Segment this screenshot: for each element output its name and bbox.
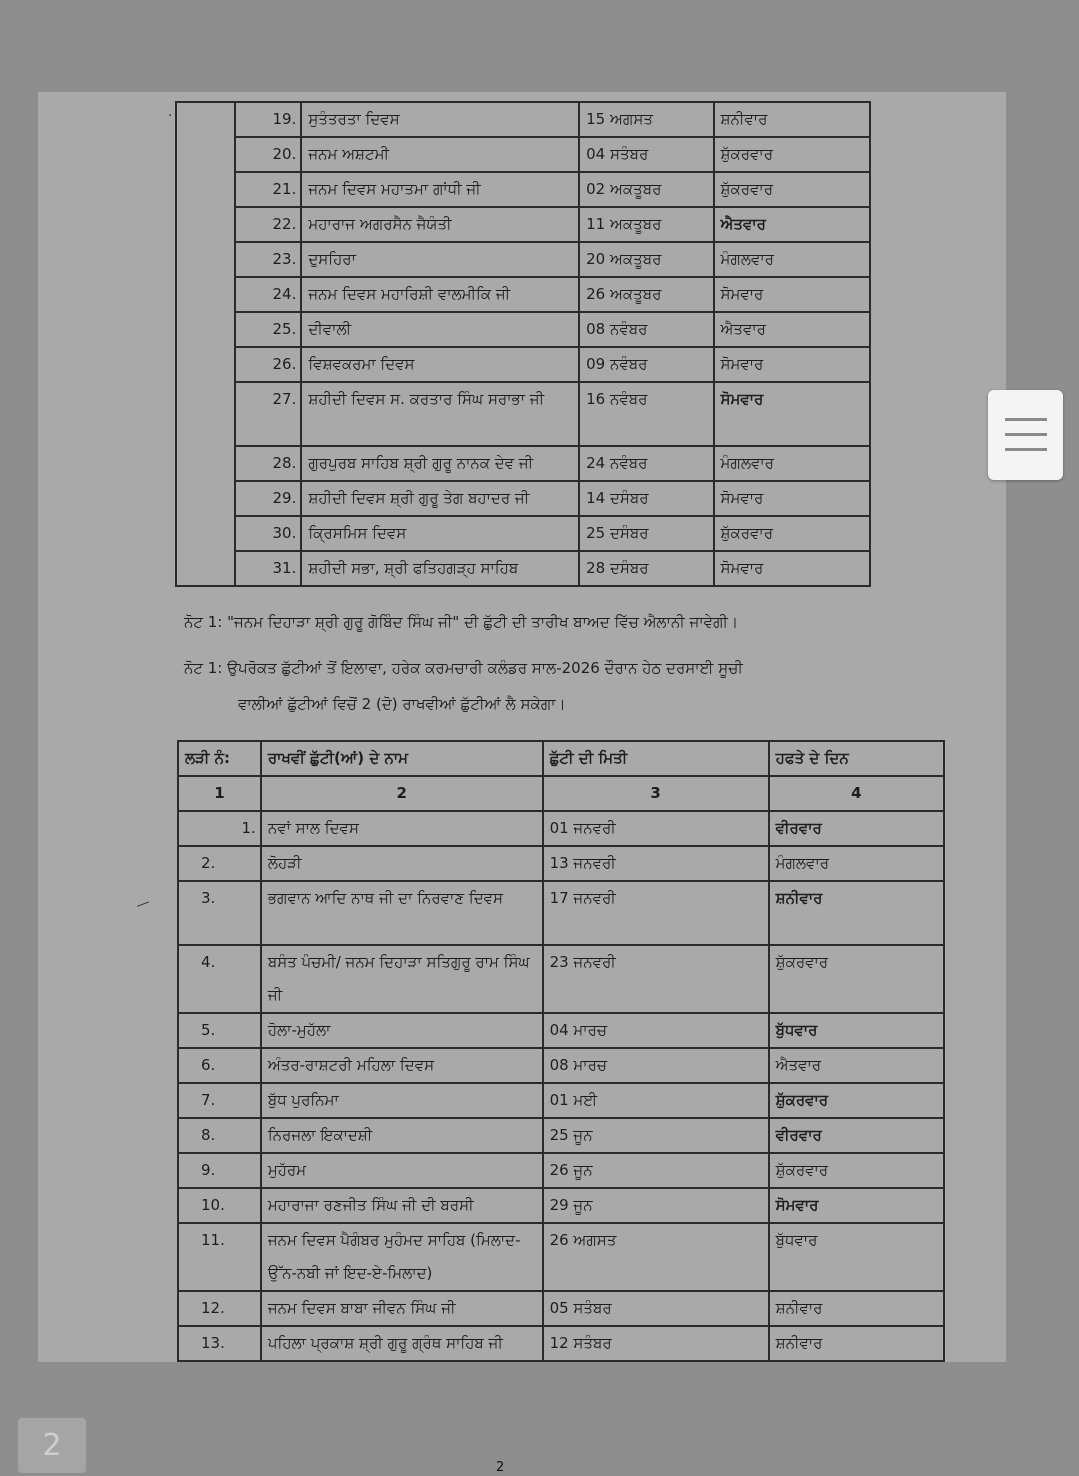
holiday-name: ਅੰਤਰ-ਰਾਸ਼ਟਰੀ ਮਹਿਲਾ ਦਿਵਸ <box>261 1048 543 1083</box>
holiday-date: 26 ਅਗਸਤ <box>543 1223 769 1291</box>
holiday-day: ਵੀਰਵਾਰ <box>769 811 944 846</box>
column-number: 2 <box>261 776 543 811</box>
holiday-date: 25 ਦਸੰਬਰ <box>579 516 713 551</box>
holiday-name: ਬਸੰਤ ਪੰਚਮੀ/ ਜਨਮ ਦਿਹਾੜਾ ਸਤਿਗੁਰੂ ਰਾਮ ਸਿੰਘ ਜੀ <box>261 945 543 1013</box>
serial-number: 3. <box>178 881 261 945</box>
holiday-name: ਸ਼ਹੀਦੀ ਸਭਾ, ਸ਼੍ਰੀ ਫਤਿਹਗੜ੍ਹ ਸਾਹਿਬ <box>301 551 579 586</box>
holiday-name: ਦੀਵਾਲੀ <box>301 312 579 347</box>
holiday-date: 16 ਨਵੰਬਰ <box>579 382 713 446</box>
table-row <box>176 172 870 207</box>
table-row <box>176 312 870 347</box>
holiday-name: ਜਨਮ ਦਿਵਸ ਮਹਾਤਮਾ ਗਾਂਧੀ ਜੀ <box>301 172 579 207</box>
serial-number: 28. <box>235 446 301 481</box>
holiday-date: 17 ਜਨਵਰੀ <box>543 881 769 945</box>
menu-icon <box>1005 448 1047 451</box>
table-row <box>178 1118 944 1153</box>
holiday-date: 04 ਸਤੰਬਰ <box>579 137 713 172</box>
holiday-date: 04 ਮਾਰਚ <box>543 1013 769 1048</box>
column-number: 3 <box>543 776 769 811</box>
table-row <box>176 137 870 172</box>
menu-icon <box>1005 418 1047 421</box>
table-row <box>178 1223 944 1291</box>
table-row <box>178 811 944 846</box>
holiday-day: ਸੋਮਵਾਰ <box>714 277 870 312</box>
table-row <box>178 1083 944 1118</box>
holiday-date: 02 ਅਕਤੂਬਰ <box>579 172 713 207</box>
column-header: ਲੜੀ ਨੰ: <box>178 741 261 776</box>
note-2-line-1: ਨੋਟ 1: ਉਪਰੋਕਤ ਛੁੱਟੀਆਂ ਤੋਂ ਇਲਾਵਾ, ਹਰੇਕ ਕਰਮਚਾਰੀ ਕਲੰਡਰ ਸਾਲ-2026 ਦੌਰਾਨ ਹੇਠ ਦਰਸਾਈ ਸੂਚੀ <box>184 659 743 677</box>
serial-number: 21. <box>235 172 301 207</box>
holiday-name: ਗੁਰਪੁਰਬ ਸਾਹਿਬ ਸ਼੍ਰੀ ਗੁਰੂ ਨਾਨਕ ਦੇਵ ਜੀ <box>301 446 579 481</box>
serial-number: 27. <box>235 382 301 446</box>
holiday-day: ਬੁੱਧਵਾਰ <box>769 1013 944 1048</box>
holiday-day: ਮੰਗਲਵਾਰ <box>714 446 870 481</box>
holiday-day: ਐਤਵਾਰ <box>714 312 870 347</box>
holiday-name: ਮੁਹੱਰਮ <box>261 1153 543 1188</box>
holiday-day: ਸ਼ੁੱਕਰਵਾਰ <box>769 945 944 1013</box>
holiday-day: ਸ਼ਨੀਵਾਰ <box>769 881 944 945</box>
holiday-date: 15 ਅਗਸਤ <box>579 102 713 137</box>
holiday-day: ਸ਼ੁੱਕਰਵਾਰ <box>714 172 870 207</box>
holiday-date: 28 ਦਸੰਬਰ <box>579 551 713 586</box>
serial-number: 11. <box>178 1223 261 1291</box>
holiday-date: 26 ਅਕਤੂਬਰ <box>579 277 713 312</box>
holiday-day: ਸ਼ੁੱਕਰਵਾਰ <box>769 1153 944 1188</box>
note-2-line-2: ਵਾਲੀਆਂ ਛੁੱਟੀਆਂ ਵਿਚੋਂ 2 (ਦੋ) ਰਾਖਵੀਆਂ ਛੁੱਟੀਆਂ ਲੈ ਸਕੇਗਾ। <box>238 695 566 713</box>
table-row <box>178 1326 944 1361</box>
column-number-row <box>178 776 944 811</box>
holiday-day: ਬੁੱਧਵਾਰ <box>769 1223 944 1291</box>
holiday-name: ਹੋਲਾ-ਮੁਹੱਲਾ <box>261 1013 543 1048</box>
holiday-name: ਜਨਮ ਦਿਵਸ ਬਾਬਾ ਜੀਵਨ ਸਿੰਘ ਜੀ <box>261 1291 543 1326</box>
serial-number: 26. <box>235 347 301 382</box>
serial-number: 30. <box>235 516 301 551</box>
serial-number: 19. <box>235 102 301 137</box>
holiday-name: ਦੁਸਹਿਰਾ <box>301 242 579 277</box>
holiday-name: ਮਹਾਰਾਜ ਅਗਰਸੈਨ ਜੈਯੰਤੀ <box>301 207 579 242</box>
holiday-date: 24 ਨਵੰਬਰ <box>579 446 713 481</box>
holiday-name: ਜਨਮ ਦਿਵਸ ਮਹਾਰਿਸ਼ੀ ਵਾਲਮੀਕਿ ਜੀ <box>301 277 579 312</box>
holiday-date: 13 ਜਨਵਰੀ <box>543 846 769 881</box>
table-row <box>176 481 870 516</box>
holiday-name: ਸ਼ਹੀਦੀ ਦਿਵਸ ਸ਼੍ਰੀ ਗੁਰੂ ਤੇਗ ਬਹਾਦਰ ਜੀ <box>301 481 579 516</box>
holiday-name: ਵਿਸ਼ਵਕਰਮਾ ਦਿਵਸ <box>301 347 579 382</box>
holiday-name: ਸੁਤੰਤਰਤਾ ਦਿਵਸ <box>301 102 579 137</box>
holiday-day: ਸ਼ੁੱਕਰਵਾਰ <box>769 1083 944 1118</box>
holiday-day: ਵੀਰਵਾਰ <box>769 1118 944 1153</box>
serial-number: 7. <box>178 1083 261 1118</box>
serial-number: 24. <box>235 277 301 312</box>
holiday-day: ਸੋਮਵਾਰ <box>714 382 870 446</box>
holiday-day: ਸ਼ੁੱਕਰਵਾਰ <box>714 137 870 172</box>
holiday-date: 12 ਸਤੰਬਰ <box>543 1326 769 1361</box>
holiday-date: 01 ਜਨਵਰੀ <box>543 811 769 846</box>
holiday-name: ਸ਼ਹੀਦੀ ਦਿਵਸ ਸ. ਕਰਤਾਰ ਸਿੰਘ ਸਰਾਭਾ ਜੀ <box>301 382 579 446</box>
holiday-name: ਲੋਹੜੀ <box>261 846 543 881</box>
holiday-date: 09 ਨਵੰਬਰ <box>579 347 713 382</box>
table-row <box>176 347 870 382</box>
holiday-name: ਜਨਮ ਅਸ਼ਟਮੀ <box>301 137 579 172</box>
table-row <box>176 242 870 277</box>
holiday-name: ਭਗਵਾਨ ਆਦਿ ਨਾਥ ਜੀ ਦਾ ਨਿਰਵਾਣ ਦਿਵਸ <box>261 881 543 945</box>
serial-number: 22. <box>235 207 301 242</box>
holiday-date: 14 ਦਸੰਬਰ <box>579 481 713 516</box>
table-row <box>178 846 944 881</box>
holiday-date: 01 ਮਈ <box>543 1083 769 1118</box>
column-header: ਹਫਤੇ ਦੇ ਦਿਨ <box>769 741 944 776</box>
serial-number: 2. <box>178 846 261 881</box>
holiday-name: ਨਵਾਂ ਸਾਲ ਦਿਵਸ <box>261 811 543 846</box>
column-header: ਰਾਖਵੀਂ ਛੁੱਟੀ(ਆਂ) ਦੇ ਨਾਮ <box>261 741 543 776</box>
serial-number: 31. <box>235 551 301 586</box>
holiday-day: ਐਤਵਾਰ <box>769 1048 944 1083</box>
serial-number: 23. <box>235 242 301 277</box>
scan-mark: · <box>168 108 173 124</box>
restricted-holidays-table <box>177 740 945 1362</box>
holiday-day: ਸ਼ਨੀਵਾਰ <box>769 1326 944 1361</box>
serial-number: 5. <box>178 1013 261 1048</box>
page-number: 2 <box>496 1460 505 1475</box>
serial-number: 12. <box>178 1291 261 1326</box>
holiday-date: 20 ਅਕਤੂਬਰ <box>579 242 713 277</box>
tick-mark: — <box>133 894 153 914</box>
table-row <box>178 881 944 945</box>
page-indicator-badge[interactable]: 2 <box>18 1418 86 1473</box>
serial-number: 9. <box>178 1153 261 1188</box>
table-row <box>178 1013 944 1048</box>
holiday-date: 25 ਜੂਨ <box>543 1118 769 1153</box>
holidays-table <box>175 101 871 587</box>
table-row <box>178 1291 944 1326</box>
holiday-day: ਸੋਮਵਾਰ <box>714 551 870 586</box>
holiday-day: ਐਤਵਾਰ <box>714 207 870 242</box>
holiday-day: ਮੰਗਲਵਾਰ <box>769 846 944 881</box>
table-row <box>176 277 870 312</box>
serial-number: 6. <box>178 1048 261 1083</box>
holiday-day: ਸੋਮਵਾਰ <box>714 481 870 516</box>
blank-cell <box>176 102 235 586</box>
holiday-name: ਕ੍ਰਿਸਮਿਸ ਦਿਵਸ <box>301 516 579 551</box>
serial-number: 4. <box>178 945 261 1013</box>
table-row <box>176 102 870 137</box>
holiday-name: ਪਹਿਲਾ ਪ੍ਰਕਾਸ਼ ਸ਼੍ਰੀ ਗੁਰੂ ਗ੍ਰੰਥ ਸਾਹਿਬ ਜੀ <box>261 1326 543 1361</box>
note-1: ਨੋਟ 1: "ਜਨਮ ਦਿਹਾੜਾ ਸ਼੍ਰੀ ਗੁਰੂ ਗੋਬਿੰਦ ਸਿੰਘ ਜੀ" ਦੀ ਛੁੱਟੀ ਦੀ ਤਾਰੀਖ ਬਾਅਦ ਵਿੱਚ ਐਲਾਨੀ ਜਾਵੇਗੀ। <box>184 613 739 631</box>
holiday-date: 26 ਜੂਨ <box>543 1153 769 1188</box>
column-header: ਛੁੱਟੀ ਦੀ ਮਿਤੀ <box>543 741 769 776</box>
holiday-date: 05 ਸਤੰਬਰ <box>543 1291 769 1326</box>
serial-number: 20. <box>235 137 301 172</box>
table-row <box>176 382 870 446</box>
table-row <box>178 1153 944 1188</box>
holiday-date: 08 ਨਵੰਬਰ <box>579 312 713 347</box>
holiday-day: ਸ਼ਨੀਵਾਰ <box>769 1291 944 1326</box>
table-row <box>178 1048 944 1083</box>
column-number: 4 <box>769 776 944 811</box>
table-row <box>176 207 870 242</box>
holiday-day: ਮੰਗਲਵਾਰ <box>714 242 870 277</box>
menu-icon <box>1005 433 1047 436</box>
table-row <box>178 1188 944 1223</box>
holiday-day: ਸੋਮਵਾਰ <box>769 1188 944 1223</box>
serial-number: 8. <box>178 1118 261 1153</box>
header-row <box>178 741 944 776</box>
holiday-date: 08 ਮਾਰਚ <box>543 1048 769 1083</box>
table-row <box>176 446 870 481</box>
holiday-day: ਸੋਮਵਾਰ <box>714 347 870 382</box>
holiday-day: ਸ਼ੁੱਕਰਵਾਰ <box>714 516 870 551</box>
menu-button[interactable] <box>988 390 1063 480</box>
serial-number: 13. <box>178 1326 261 1361</box>
holiday-day: ਸ਼ਨੀਵਾਰ <box>714 102 870 137</box>
holiday-date: 29 ਜੂਨ <box>543 1188 769 1223</box>
table-row <box>176 551 870 586</box>
table-row <box>178 945 944 1013</box>
holiday-name: ਜਨਮ ਦਿਵਸ ਪੈਗੰਬਰ ਮੁਹੰਮਦ ਸਾਹਿਬ (ਮਿਲਾਦ-ਉੱਨ-ਨਬੀ ਜਾਂ ਇਦ-ਏ-ਮਿਲਾਦ) <box>261 1223 543 1291</box>
table-row <box>176 516 870 551</box>
holiday-date: 11 ਅਕਤੂਬਰ <box>579 207 713 242</box>
holiday-name: ਮਹਾਰਾਜਾ ਰਣਜੀਤ ਸਿੰਘ ਜੀ ਦੀ ਬਰਸੀ <box>261 1188 543 1223</box>
serial-number: 29. <box>235 481 301 516</box>
column-number: 1 <box>178 776 261 811</box>
holiday-name: ਬੁੱਧ ਪੁਰਨਿਮਾ <box>261 1083 543 1118</box>
holiday-name: ਨਿਰਜਲਾ ਇਕਾਦਸ਼ੀ <box>261 1118 543 1153</box>
serial-number: 25. <box>235 312 301 347</box>
holiday-date: 23 ਜਨਵਰੀ <box>543 945 769 1013</box>
serial-number: 10. <box>178 1188 261 1223</box>
serial-number: 1. <box>178 811 261 846</box>
